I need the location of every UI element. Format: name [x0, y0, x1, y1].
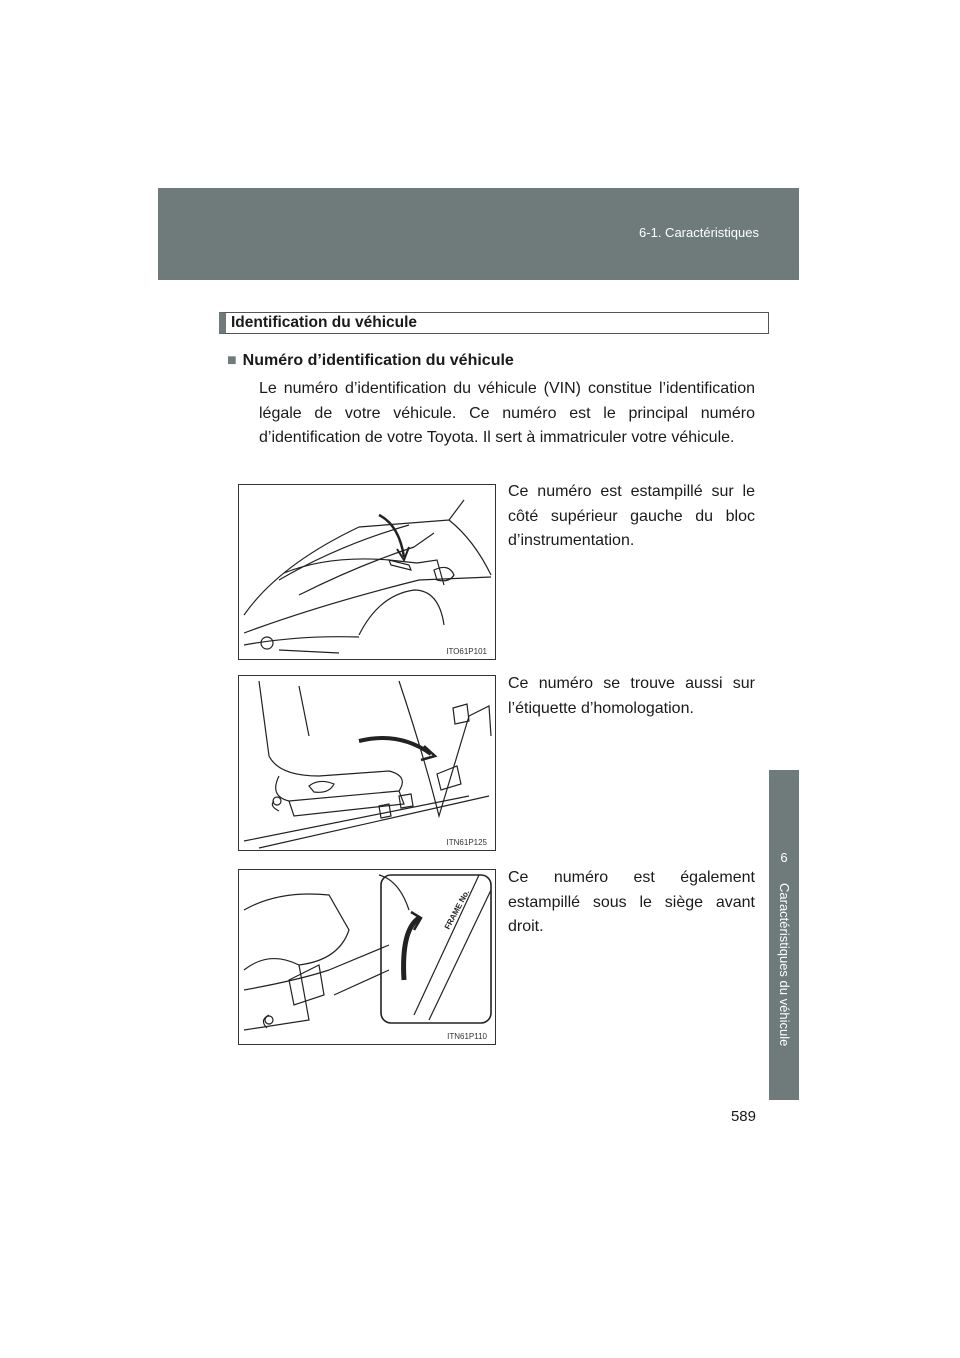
page-number: 589 — [730, 1108, 756, 1125]
door-pillar-illustration — [239, 676, 495, 850]
figure-under-seat — [238, 869, 496, 1045]
header-section-title: 6-1. Caractéristiques — [639, 225, 759, 240]
subsection-title: Numéro d’identification du véhicule — [242, 352, 514, 369]
figure-1-caption: Ce numéro est estampillé sur le côté supérieur gauche du bloc d’instrumentation. — [508, 483, 755, 549]
figure-3-caption: Ce numéro est également estampillé sous le siège avant droit. — [508, 869, 755, 935]
figure-code: ITN61P125 — [446, 838, 487, 847]
figure-windshield-vin — [238, 484, 496, 660]
section-title: Identification du véhicule — [219, 312, 769, 334]
header-bar — [158, 188, 799, 280]
chapter-side-tab[interactable] — [769, 770, 799, 1100]
chapter-number: 6 — [780, 850, 788, 865]
figure-2-caption: Ce numéro se trouve aussi sur l’étiquette d’homologation. — [508, 675, 755, 717]
under-seat-illustration — [239, 870, 495, 1044]
car-front-illustration — [239, 485, 495, 659]
bullet-square-icon: ■ — [227, 352, 237, 369]
subsection-heading — [227, 352, 514, 370]
chapter-label: Caractéristiques du véhicule — [777, 883, 792, 1047]
figure-code: ITO61P101 — [446, 647, 487, 656]
figure-code: ITN61P110 — [447, 1032, 487, 1041]
frame-number-label: FRAME No. — [442, 888, 472, 931]
intro-paragraph: Le numéro d’identification du véhicule (VIN) constitue l’identification légale de votre véhicule. Ce numéro est le principal numéro d’identification de votre Toyota. Il sert à immatriculer votre véhicule. — [259, 380, 755, 446]
figure-door-label — [238, 675, 496, 851]
